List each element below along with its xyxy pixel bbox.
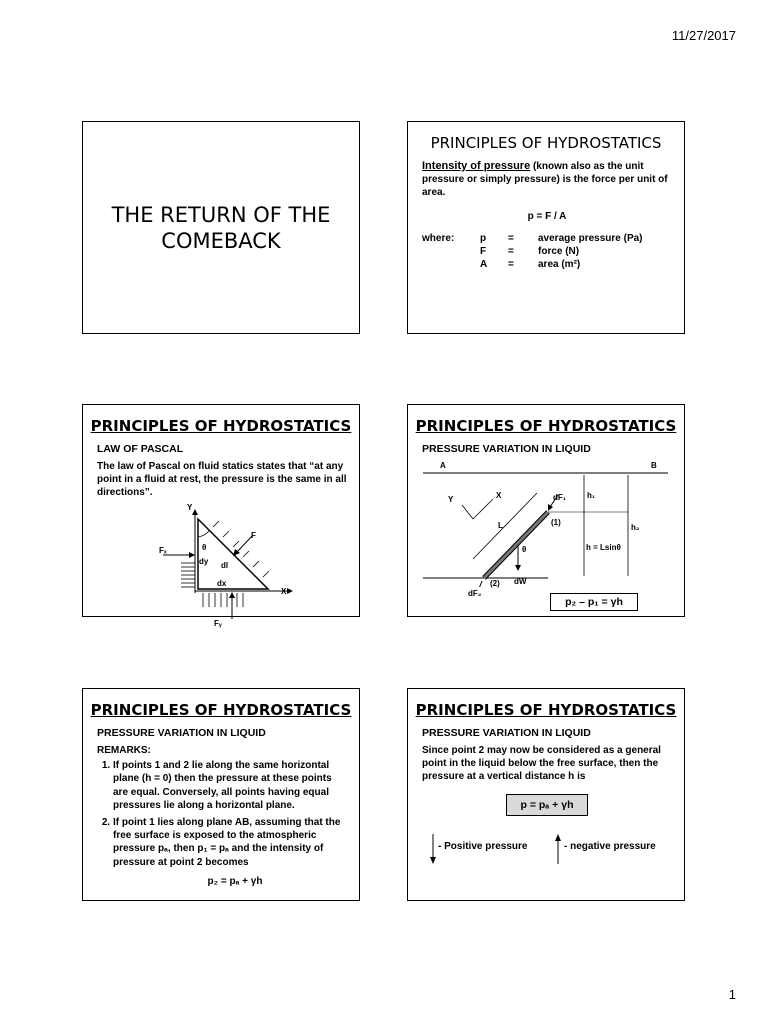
pascal-triangle-diagram bbox=[143, 503, 343, 621]
slide-title: PRINCIPLES OF HYDROSTATICS bbox=[90, 701, 352, 719]
fx-label: Fₓ bbox=[159, 546, 167, 555]
print-date: 11/27/2017 bbox=[671, 28, 736, 43]
slide-general-pressure bbox=[407, 688, 685, 901]
h-label: h = Lsinθ bbox=[586, 543, 621, 552]
y-axis-label: Y bbox=[187, 503, 193, 512]
slide-title: PRINCIPLES OF HYDROSTATICS bbox=[415, 417, 677, 435]
formula: p = F / A bbox=[527, 211, 567, 222]
f-label: F bbox=[251, 531, 256, 540]
theta-label: θ bbox=[202, 543, 207, 552]
body-text: Since point 2 may now be considered as a general point in the liquid below the free surface, then the pressure at a vertical distance h is bbox=[422, 745, 661, 782]
x-axis-label: X bbox=[496, 491, 502, 500]
point-1-label: (1) bbox=[551, 518, 561, 527]
fy-label: Fᵧ bbox=[214, 619, 222, 628]
slide-title: PRINCIPLES OF HYDROSTATICS bbox=[90, 417, 352, 435]
slide-pressure-variation-diagram bbox=[407, 404, 685, 617]
slide-title: PRINCIPLES OF HYDROSTATICS bbox=[430, 134, 662, 152]
point-a-label: A bbox=[440, 461, 446, 470]
dw-label: dW bbox=[514, 577, 527, 586]
pascal-law-text: The law of Pascal on fluid statics states that “at any point in a fluid at rest, the pressure is the same in all directions”. bbox=[97, 461, 347, 498]
presentation-title: THE RETURN OF THE COMEBACK bbox=[111, 203, 331, 253]
slide-title: PRINCIPLES OF HYDROSTATICS bbox=[415, 701, 677, 719]
h1-label: h₁ bbox=[587, 491, 596, 500]
slide-law-of-pascal bbox=[82, 404, 360, 628]
pressure-difference-formula: p₂ – p₁ = γh bbox=[550, 593, 638, 611]
pressure-formula: p = pₐ + γh bbox=[506, 794, 588, 816]
dx-label: dx bbox=[217, 579, 227, 588]
dy-label: dy bbox=[199, 557, 209, 566]
positive-pressure-label: - Positive pressure bbox=[438, 841, 528, 852]
point-b-label: B bbox=[651, 461, 657, 470]
remark-item: 2. If point 1 lies along plane AB, assuming that the free surface is exposed to the atmospheric pressure pₐ, then p₁ = pₐ and the intensity of pressure at point 2 becomes bbox=[113, 816, 349, 870]
remark-item: 1. If points 1 and 2 lie along the same horizontal plane (h = 0) then the pressure at these points are equal. Conversely, all points having equal pressures lie along a horizontal plane. bbox=[113, 759, 349, 813]
remarks-label: REMARKS: bbox=[97, 745, 151, 756]
formula: p₂ = pₐ + γh bbox=[207, 876, 263, 887]
definition-text: Intensity of pressure (known also as the unit pressure or simply pressure) is the force per unit of area. bbox=[422, 160, 668, 198]
slide-title bbox=[82, 121, 360, 334]
point-2-label: (2) bbox=[490, 579, 500, 588]
down-arrow-icon bbox=[429, 834, 437, 864]
h2-label: h₂ bbox=[631, 523, 640, 532]
df1-label: dF₁ bbox=[553, 493, 567, 502]
where-label: where: bbox=[422, 233, 455, 244]
slide-subtitle: PRESSURE VARIATION IN LIQUID bbox=[422, 443, 591, 455]
theta-label: θ bbox=[522, 545, 527, 554]
l-label: L bbox=[498, 521, 503, 530]
slide-subtitle: LAW OF PASCAL bbox=[97, 443, 184, 455]
page-number: 1 bbox=[728, 987, 736, 1002]
df2-label: dF₂ bbox=[468, 589, 482, 598]
negative-pressure-label: - negative pressure bbox=[564, 841, 656, 852]
slide-subtitle: PRESSURE VARIATION IN LIQUID bbox=[97, 727, 266, 739]
variable-list: p = average pressure (Pa) F = force (N) A = area (m²) bbox=[480, 233, 643, 270]
slide-remarks bbox=[82, 688, 360, 901]
slide-subtitle: PRESSURE VARIATION IN LIQUID bbox=[422, 727, 591, 739]
slide-intensity-of-pressure bbox=[407, 121, 685, 334]
y-axis-label: Y bbox=[448, 495, 454, 504]
dl-label: dl bbox=[221, 561, 229, 570]
x-axis-label: X bbox=[281, 587, 287, 596]
up-arrow-icon bbox=[554, 834, 562, 864]
remarks-list bbox=[97, 759, 349, 872]
